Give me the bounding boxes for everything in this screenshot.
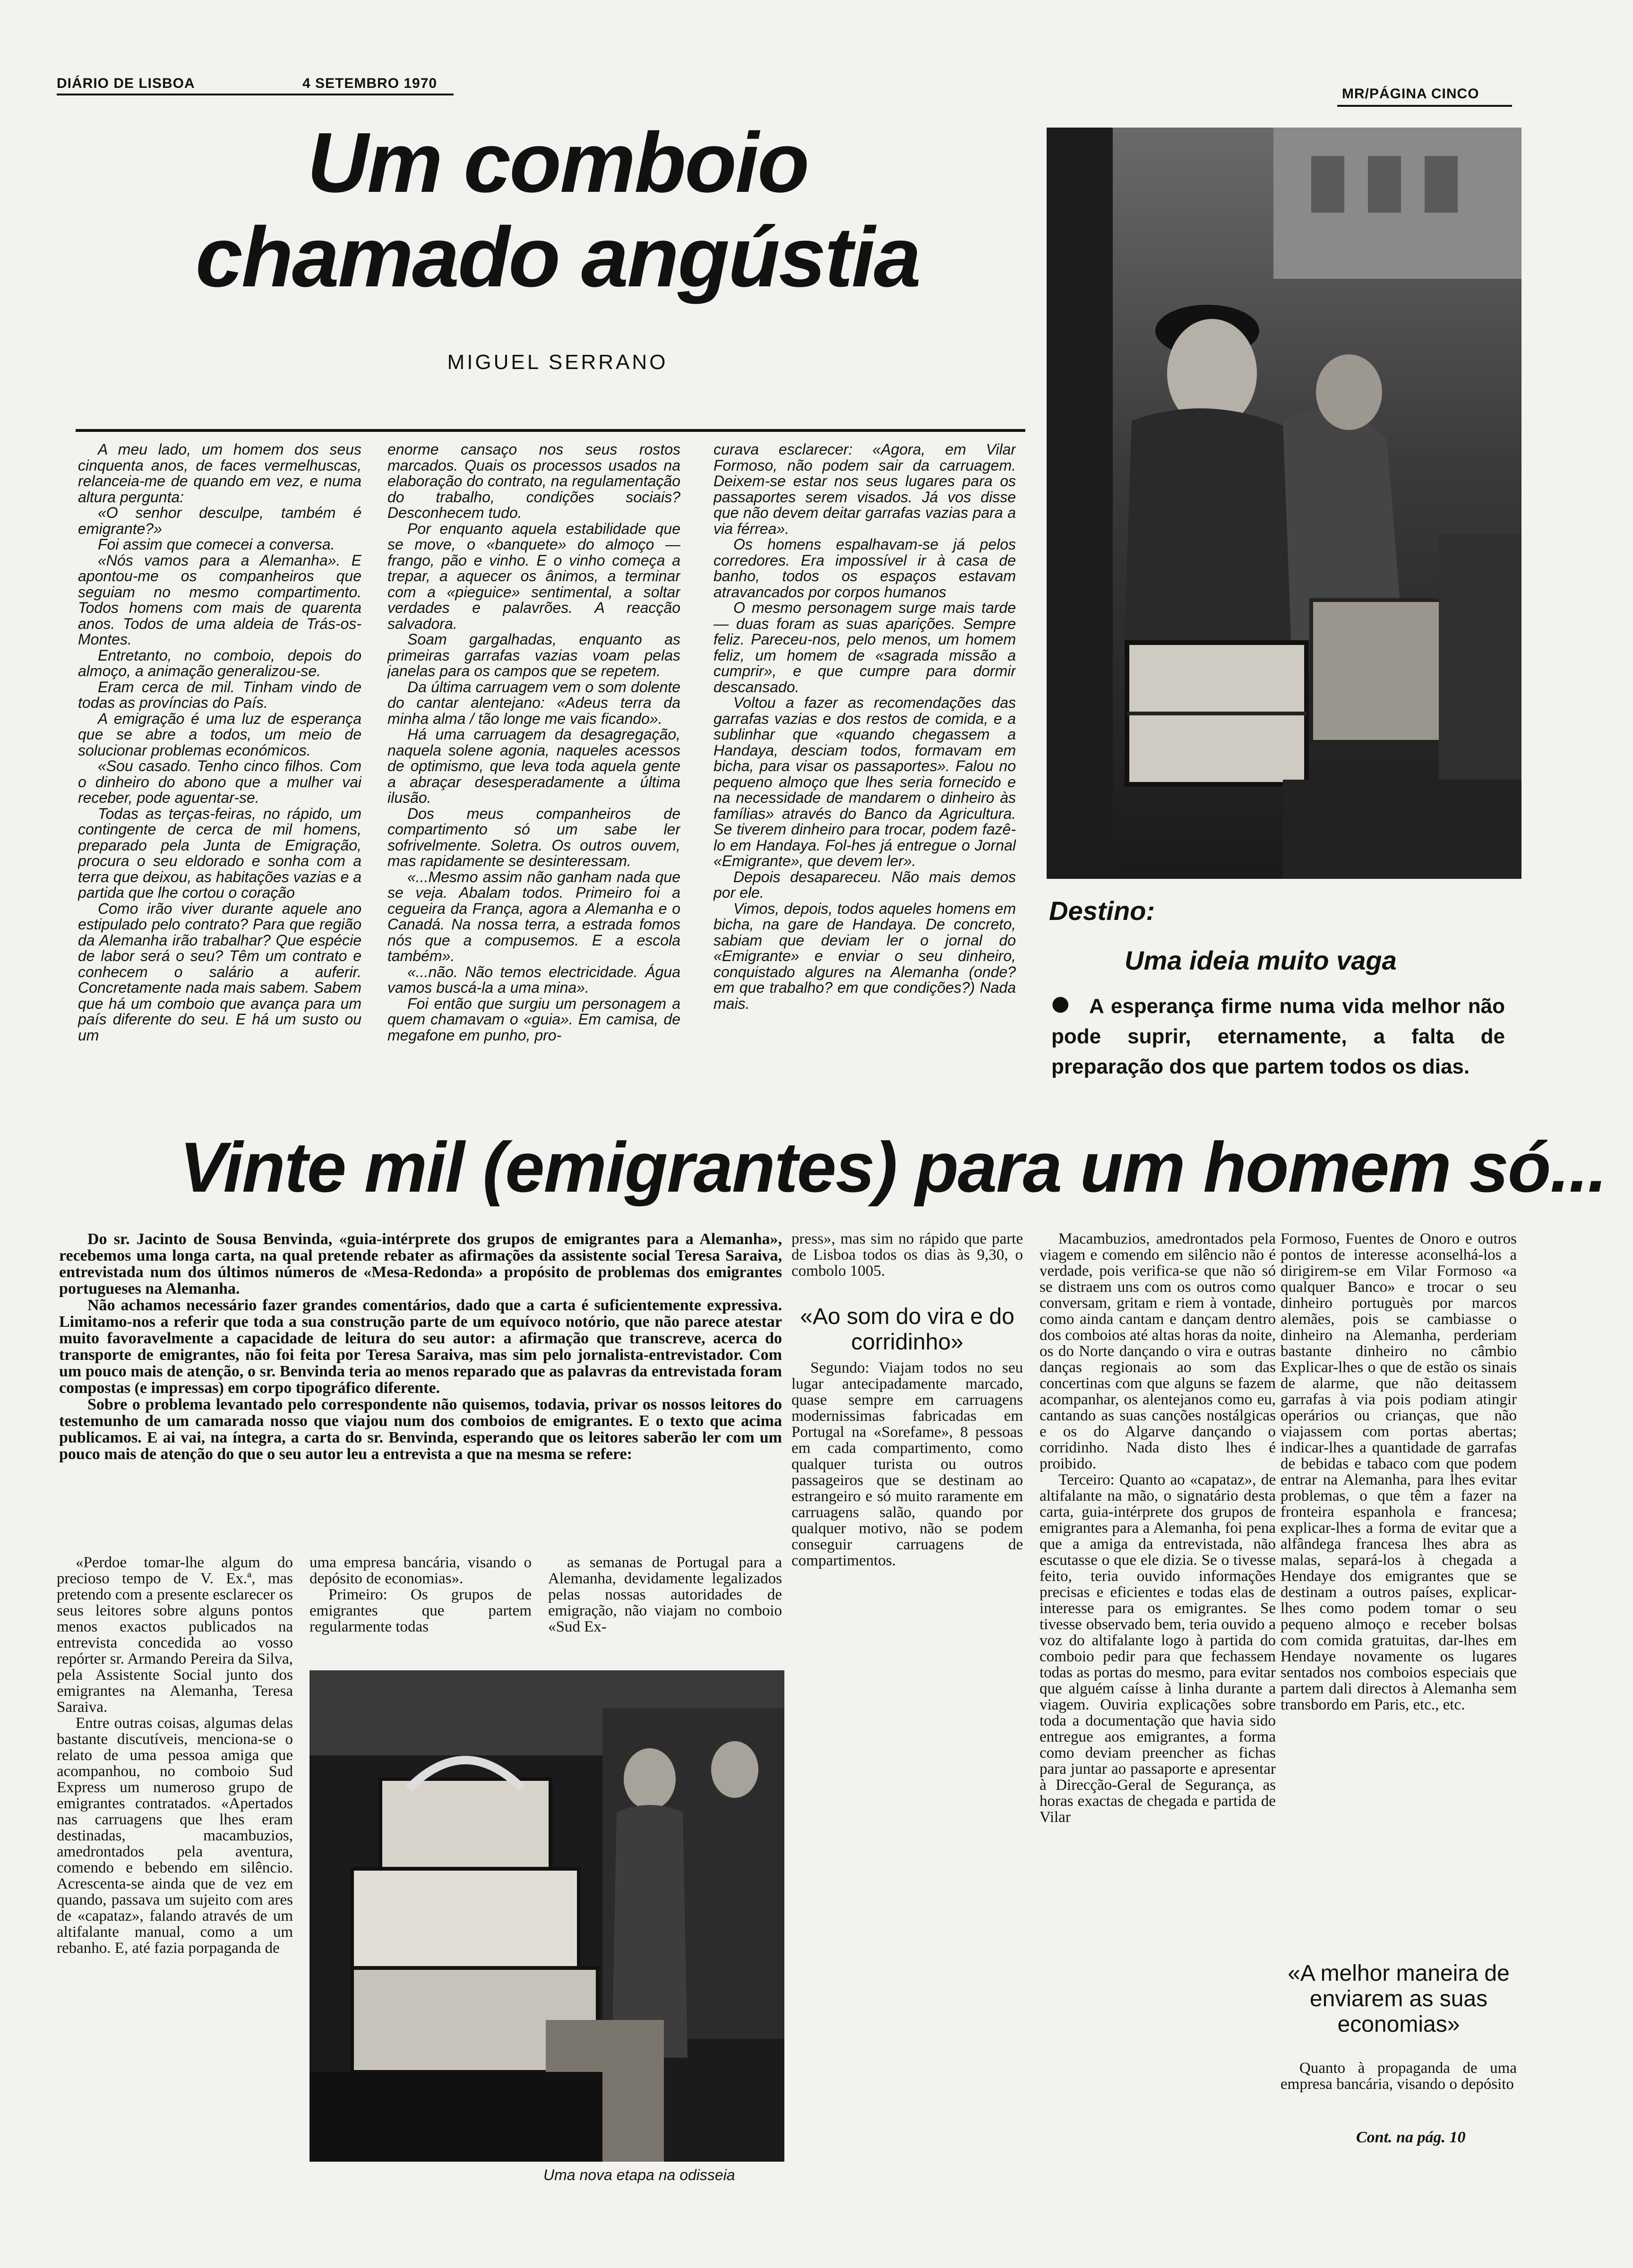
letter-column-3 [548,1555,782,1654]
letter-column-1 [57,1555,293,2202]
masthead-rule-right [1337,105,1512,107]
paragraph: «O senhor desculpe, também é emigrante?» [78,504,361,537]
headline-line-1: Um comboio [307,115,808,210]
column-6 [1281,1231,1517,1951]
issue-date: 4 SETEMBRO 1970 [302,76,438,91]
paragraph: Soam gargalhadas, enquanto as primeiras garrafas vazias voam pelas janelas para os campos que se repetem. [387,631,680,679]
masthead-rule [57,94,454,95]
page-label: MR/PÁGINA CINCO [1342,86,1479,102]
paragraph: Foi assim que comecei a conversa. [98,536,335,553]
emigrants-platform-photo [1047,128,1521,879]
paragraph: Formoso, Fuentes de Onoro e outros pontos de interesse aconselhá-los a dirigirem-se em Vilar Formoso «a qualquer Banco» e trocar o seu dinheiro portuguès por marcos alemães, pois se cambiasse o dinheiro na Alemanha, perderiam bastante dinheiro no câmbio Explicar-lhes o que de estão os sinais de alarme, que não deitassem garrafas à via pois podiam atingir operários ou crianças, que não viajassem com portas abertas; indicar-lhes a quantidade de garrafas de bebidas e tabaco com que podem entrar na Alemanha, para lhes evitar problemas, o que têm a fazer na fronteira espanhola e francesa; explicar-lhes a forma de evitar que a alfândega francesa lhes abra as malas, separá-los à chegada a Hendaye dos emigrantes que se destinam a outros países, explicar-lhes como podem tomar o seu pequeno almoço e receber bolsas com comida gratuitas, dar-lhes em Hendaye novamente os lugares sentados nos comboios especiais que partem dali directos à Alemanha sem transbordo em Paris, etc., etc. [1281,1231,1517,1713]
intro-paragraph: Do sr. Jacinto de Sousa Benvinda, «guia-intérprete dos grupos de emigrantes para a Alemanha», recebemos uma longa carta, na qual pretende rebater as afirmações da assistente social Teresa Saraiva, entrevistada num dos últimos números de «Mesa-Redonda» a propósito de problemas dos emigrantes portugueses na Alemanha. [59,1231,782,1297]
paragraph: «Sou casado. Tenho cinco filhos. Com o dinheiro do abono que a mulher vai receber, pode aguentar-se. [78,757,361,806]
sidebar-title: Uma ideia muito vaga [1125,945,1397,975]
paragraph: Foi então que surgiu um personagem a quem chamavam o «guia». Em camisa, de megafone em punho, pro- [387,995,680,1044]
paragraph: Há uma carruagem da desagregação, naquela solene agonia, naqueles acessos de optimismo, que leva toda aquela gente a abraçar desesperadamente a última ilusão. [387,726,680,806]
paragraph: Da última carruagem vem o som dolente do cantar alentejano: «Adeus terra da minha alma / tão longe me vais ficando». [387,678,680,727]
sidebar-bullet-icon: ● [1051,991,1070,1015]
paragraph: Eram cerca de mil. Tinham vindo de todas as províncias do País. [78,678,361,711]
paragraph: Terceiro: Quanto ao «capataz», de altifalante na mão, o signatário desta carta, guia-intérprete dos grupos de emigrantes para a Alemanha, foi pena que a amiga da entrevistada, não escutasse o que ele dizia. Se o tivesse feito, teria ouvido informações precisas e eficientes e todas elas de interesse para os emigrantes. Se tivesse observado bem, teria ouvido a voz do altifalante logo à partida do comboio pedir para que fechassem todas as portas do mesmo, para evitar que alguém caísse à linha durante a viagem. Ouviria explicações sobre toda a documentação que havia sido entregue aos emigrantes, a forma como deviam preencher as fichas para juntar ao passaporte e apresentar à Direcção-Geral de Segurança, as horas exactas de chegada e partida de Vilar [1040,1471,1276,1826]
paragraph: Entretanto, no comboio, depois do almoço, a animação generalizou-se. [78,646,361,679]
paragraph: Segundo: Viajam todos no seu lugar antecipadamente marcado, quase sempre em carruagens modernissimas fabricadas em Portugal na «Sorefame», 8 pessoas em cada compartimento, como qualquer turista ou outros passageiros que se destinam ao estrangeiro e só muito raramente em carruagens salão, quando por qualquer motivo, não se podem conseguir carruagens de compartimentos. [791,1360,1023,1569]
paragraph: O mesmo personagem surge mais tarde — duas foram as suas aparições. Sempre feliz. Pareceu-nos, pelo menos, um homem feliz, um homem de «sagrada missão a cumprir», e que cumpre para dormir descansado. [713,599,1016,696]
paragraph: A emigração é uma luz de esperança que se abre a todos, um meio de solucionar problemas económicos. [78,710,361,759]
paragraph: Macambuzios, amedrontados pela viagem e comendo em silêncio não é verdade, pois verifica-se que não só se distraem uns com os outros como conversam, gritam e riem à vontade, como ainda cantam e dançam dentro dos comboios até altas horas da noite, os do Norte dançando o vira e outras danças regionais ao som das concertinas com que alguns se fazem acompanhar, os alentejanos como eu, cantando as suas canções nostálgicas e os do Algarve dançando o corridinho. Nada disto lhes é proibido. [1040,1231,1276,1472]
column-4 [791,1360,1023,1624]
letter-column-2 [309,1555,532,1654]
subheading-2: «A melhor maneira de enviarem as suas economias» [1288,1961,1510,2037]
sidebar-label: Destino: [1049,896,1155,926]
paragraph: A meu lado, um homem dos seus cinquenta anos, de faces vermelhuscas, relanceia-me de quando em vez, e numa altura pergunta: [78,442,361,506]
story1-column-1 [78,442,361,1110]
paragraph: Todas as terças-feiras, no rápido, um contingente de cerca de mil homens, preparado pela Junta de Emigração, procura o seu eldorado e sonha com a terra que deixou, as habitações vazias e a partida que lhe cortou o coração [78,805,361,901]
paragraph: «Perdoe tomar-lhe algum do precioso tempo de V. Ex.ª, mas pretendo com a presente esclarecer os seus leitores sobre alguns pontos menos exactos publicados na entrevista concedida ao vosso repórter sr. Armando Pereira da Silva, pela Assistente Social junto dos emigrantes na Alemanha, Teresa Saraiva. [57,1555,293,1716]
story2-intro [59,1231,782,1540]
continued-label: Cont. na pág. 10 [1356,2129,1466,2146]
paragraph: «...Mesmo assim não ganham nada que se veja. Abalam todos. Primeiro foi a cegueira da França, agora a Alemanha e o Canadá. Na nossa terra, a estrada fomos nós que a compusemos. E a escola também». [387,868,680,964]
paragraph: Primeiro: Os grupos de emigrantes que partem regularmente todas [309,1586,532,1635]
paragraph: Os homens espalhavam-se já pelos corredores. Era impossível ir à casa de banho, todos os espaços estavam atravancados por corpos humanos [713,536,1016,601]
story1-column-2 [387,442,680,1110]
photo-illustration [1047,128,1521,879]
paragraph: Por enquanto aquela estabilidade que se move, o «banquete» do almoço — frango, pão e vinho. E o vinho começa a trepar, a aquecer os ânimos, a terminar com a «pieguice» sentimental, a soltar verdades e palavrões. A reacção salvadora. [387,520,680,632]
column-4-top: press», mas sim no rápido que parte de Lisboa todos os dias às 9,30, o combolo 1005. [791,1231,1023,1280]
paragraph: Dos meus companheiros de compartimento só um sabe ler sofrivelmente. Soletra. Os outros ouvem, mas rapidamente se desinteressam. [387,805,680,869]
byline: MIGUEL SERRANO [447,351,668,374]
luggage-photo [309,1670,784,2162]
intro-paragraph: Sobre o problema levantado pelo correspondente não quisemos, todavia, privar os nossos leitores do testemunho de um camarada nosso que viajou num dos comboios de emigrantes. E o texto que acima publicamos. E ai vai, na íntegra, a carta do sr. Benvinda, esperando que os leitores saberão ler com um pouco mais de atenção do que o seu autor leu a entrevista a que na mesma se refere: [59,1396,782,1463]
newspaper-name: DIÁRIO DE LISBOA [57,76,195,91]
paragraph: Entre outras coisas, algumas delas bastante discutíveis, menciona-se o relato de uma pessoa amiga que acompanhou, no comboio Sud Express um numeroso grupo de emigrantes contratados. «Apertados nas carruagens que lhes eram destinadas, macambuzios, amedrontados pela aventura, comendo e bebendo em silêncio. Acrescenta-se ainda que de vez em quando, passava um sujeito com ares de «capataz», falando através de um altifalante manual, como a um rebanho. E, até fazia porpaganda de [57,1715,293,1957]
paragraph: «...não. Não temos electricidade. Água vamos buscá-la a uma mina». [387,963,680,996]
paragraph: Depois desapareceu. Não mais demos por ele. [713,868,1016,901]
paragraph: enorme cansaço nos seus rostos marcados. Quais os processos usados na elaboração do contrato, na regulamentação do trabalho, condições sociais? Desconhecem tudo. [387,442,680,521]
sidebar-text: A esperança firme numa vida melhor não pode suprir, eternamente, a falta de preparação dos que partem todos os dias. [1051,995,1505,1078]
story1-rule [76,429,1025,432]
column-5 [1040,1231,1276,2209]
paragraph: Voltou a fazer as recomendações das garrafas vazias e dos restos de comida, e a sublinhar que «quando chegassem a Handaya, desciam todos, formavam em bicha, para visar os passaportes». Falou no pequeno almoço que lhes seria fornecido e na necessidade de mandarem o dinheiro às famílias» através do Banco da Agricultura. Se tiverem dinheiro para trocar, podem fazê-lo em Handaya. Fol-hes já entregue o Jornal «Emigrante», que devem ler». [713,694,1016,869]
story1-column-3 [713,442,1016,1110]
story2-headline: Vinte mil (emigrantes) para um homem só... [180,1127,1607,1207]
paragraph: Como irão viver durante aquele ano estipulado pelo contrato? Para que região da Alemanha irão trabalhar? Que espécie de labor será o seu? Têm um contrato e conhecem o salário a auferir. Concretamente nada mais sabem. Sabem que há um comboio que avança para um país diferente do seu. E há um susto ou um [78,900,361,1044]
column-6-end: Quanto à propaganda de uma empresa bancária, visando o depósito [1281,2060,1517,2093]
paragraph: Vimos, depois, todos aqueles homens em bicha, na gare de Handaya. De concreto, sabiam que deviam ler o jornal do «Emigrante» e enviar o seu dinheiro, conquistado algures na Alemanha (onde? em que trabalho? em que condições?) Nada mais. [713,900,1016,1012]
headline-line-2: chamado angústia [195,210,920,305]
paragraph: curava esclarecer: «Agora, em Vilar Formoso, não podem sair da carruagem. Deixem-se estar nos seus lugares para os passaportes serem visados. Já vos disse que não devem deitar garrafas vazias para a via férrea». [713,442,1016,537]
paragraph: «Nós vamos para a Alemanha». E apontou-me os companheiros que seguiam no mesmo compartimento. Todos homens com mais de quarenta anos. Todos de uma aldeia de Trás-os-Montes. [78,551,361,648]
photo-illustration [309,1670,784,2162]
intro-paragraph: Não achamos necessário fazer grandes comentários, dado que a carta é suficientemente expressiva. Limitamo-nos a referir que toda a sua construção parte de um equívoco notório, que não parece atestar muito favoravelmente a capacidade de leitura do seu autor: a afirmação que transcreve, acerca do transporte de emigrantes, não foi feita por Teresa Saraiva, mas sim pelo jornalista-entrevistador. Com um pouco mais de atenção, o sr. Benvinda teria ao menos reparado que as palavras da entrevistada foram compostas (e impressas) em corpo tipográfico diferente. [59,1297,782,1397]
subheading-1: «Ao som do vira e do corridinho» [800,1304,1014,1355]
paragraph: as semanas de Portugal para a Alemanha, devidamente legalizados pelas nossas autoridades de emigração, não viajam no comboio «Sud Ex- [548,1555,782,1635]
paragraph: uma empresa bancária, visando o depósito de economias». [309,1555,532,1587]
photo-caption: Uma nova etapa na odisseia [543,2166,735,2183]
